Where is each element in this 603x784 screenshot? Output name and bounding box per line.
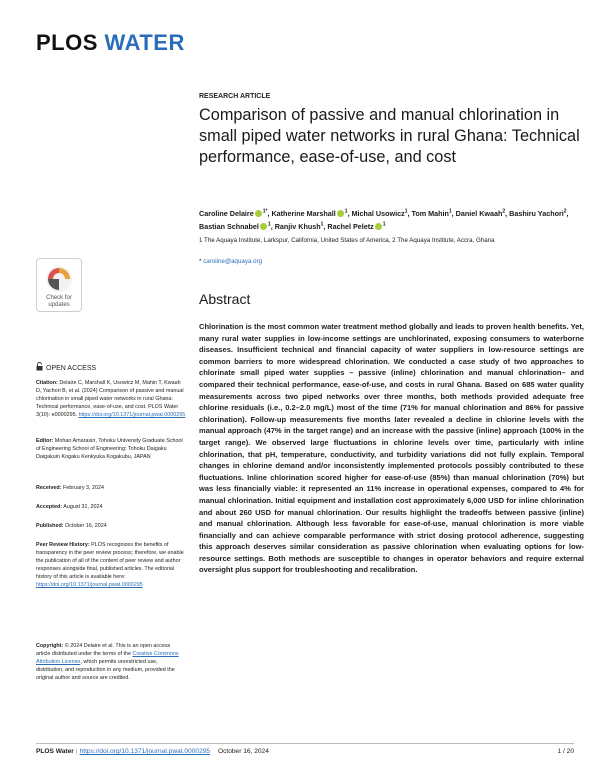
author-list [199, 207, 584, 233]
author-name: Caroline Delaire [199, 209, 254, 219]
author-affiliation-marker: 1 [448, 209, 452, 215]
footer-doi-link[interactable]: https://doi.org/10.1371/journal.pwat.0000295 [79, 748, 211, 755]
article-type: RESEARCH ARTICLE [199, 93, 271, 100]
footer-divider [36, 743, 574, 744]
accepted-text: August 31, 2024 [63, 504, 103, 510]
author: Ranjiv Khush$^1$, [274, 221, 328, 232]
peer-review-text: PLOS recognizes the benefits of transparency in the peer review process; therefore, we enable the publication of all of the content of peer review and author responses alongside final, published articles. The editorial history of this article is available here: [36, 542, 184, 581]
brand-plos: PLOS [36, 30, 98, 55]
author: Michal Usowicz$^1$, [351, 209, 412, 219]
author-name: Tom Mahin [411, 209, 449, 219]
journal-brand [36, 30, 185, 56]
accepted-block [36, 503, 186, 511]
published-label: Published: [36, 523, 64, 529]
editor-text: Mohan Amarasiri, Tohoku University Graduate School of Engineering School of Engineering: Tohoku Daigaku Daigakuin Kogaku Kenkyuka Kogakubu, JAPAN [36, 438, 183, 461]
author-affiliation-marker: 1 [404, 209, 408, 215]
article-title: Comparison of passive and manual chlorination in small piped water networks in rural Ghana: Technical performance, ease-of-use, and cost [199, 106, 580, 166]
editor-block [36, 437, 186, 461]
footer-separator: | [75, 748, 78, 755]
footer-journal: PLOS Water [36, 748, 74, 755]
copyright-block [36, 642, 186, 682]
citation-text: Delaire C, Marshall K, Usowicz M, Mahin T, Kwaah D, Yachori B, et al. (2024) Comparison of passive and manual chlorination in small piped water networks in rural Ghana: Technical performance, ease-of-use, and cost. PLOS Water 3(10): e0000295. [36, 380, 184, 419]
copyright-text-1: © 2024 Delaire et al. This is an open access article distributed under the terms of the [36, 643, 171, 658]
peer-review-label: Peer Review History: [36, 542, 90, 548]
author-name: Ranjiv Khush [274, 222, 321, 232]
editor-label: Editor: [36, 438, 54, 444]
peer-review-block [36, 541, 186, 590]
badge-line1: Check for [46, 295, 72, 301]
open-access [36, 362, 96, 373]
author-affiliation-marker: 2 [502, 209, 506, 215]
received-block [36, 484, 186, 492]
author [327, 222, 385, 231]
abstract-heading: Abstract [199, 291, 251, 307]
copyright-text-2: , which permits unrestricted use, distribution, and reproduction in any medium, provided the original author and source are credited. [36, 659, 175, 682]
received-text: February 3, 2024 [62, 485, 105, 491]
author-name: Rachel Peletz [327, 222, 374, 232]
orcid-icon[interactable] [375, 223, 382, 230]
badge-line2: updates [48, 302, 70, 308]
author-affiliation-marker: 2 [563, 209, 567, 215]
author: Bastian Schnabel $^1$, [199, 221, 275, 232]
author: Tom Mahin$^1$, [411, 209, 456, 219]
author-name: Katherine Marshall [271, 209, 336, 219]
accepted-label: Accepted: [36, 504, 63, 510]
author-affiliation-marker: 1 [267, 221, 271, 228]
open-access-label: OPEN ACCESS [46, 365, 97, 372]
corresponding-email [199, 258, 262, 265]
open-lock-icon [36, 362, 43, 373]
email-marker: * [199, 258, 202, 265]
author-name: Bastian Schnabel [199, 222, 259, 232]
orcid-icon[interactable] [255, 210, 262, 217]
citation-doi-link[interactable]: https://doi.org/10.1371/journal.pwat.0000295 [78, 412, 186, 419]
page-number: 1 / 20 [557, 748, 574, 755]
author: Bashiru Yachori$^2$, [509, 209, 569, 219]
author-affiliation-marker: 1 [344, 209, 348, 215]
copyright-label: Copyright: [36, 643, 64, 649]
orcid-icon[interactable] [337, 210, 344, 217]
author-name: Michal Usowicz [351, 209, 405, 219]
abstract-body: Chlorination is the most common water treatment method globally and leads to proven health benefits. Yet, many rural water supplies in low-income settings are unchlorinated, exposing consumers to waterborne diseases. Insufficient technical and financial capacity of water suppliers in low-resource settings are common barriers to more widespread chlorination. We conducted a case study of two approaches to chlorinate small piped water supplies – passive (inline) chlorination and manual chlorination– and compared their technical performance, ease-of-use, and costs in rural Ghana. Based on 685 water quality measurements across two piped networks over three months, both methods provided adequate free chlorine residuals (i.e., 0.2–2.0 mg/L) most of the time (71% for manual chlorination and 86% for passive chlorination). Follow-up measurements five months later revealed a decline in chlorine levels with the manual approach (47% in the target range) and an increase with the passive (inline) approach (100% in the target range). We observed large fluctuations in chlorine levels over time, particularly with inline chlorination, that pH, temperature, conductivity, and turbidity variations did not fully explain. Temporal changes in chlorine demand and/or inconsistently implemented protocols possibly contributed to these fluctuations. Inline chlorination scored higher for ease-of-use (85%) than manual chlorination (70%) but was less financially viable: it represented an 11% increase in operational expenses, compared to 4% for manual chlorination. Initial equipment and installation cost approximately 6,000 USD for inline chlorination and about 260 USD for manual chlorination. Our results highlight the tradeoffs between passive (inline) and manual chlorination. Although less favorable for ease-of-use, manual chlorination is more viable financially and can achieve comparable performance with strict dosing protocol adherence, suggesting this approach deserves similar consideration as passive chlorination when evaluating options for low-resource settings. Both methods are susceptible to changes in operator behaviors and require external oversight plus support for troubleshooting and recalibration. [199, 322, 584, 575]
orcid-icon[interactable] [260, 223, 267, 230]
citation-block [36, 379, 186, 419]
check-updates-icon [44, 264, 74, 294]
author-affiliation-marker: 1* [262, 209, 268, 215]
author-affiliation-marker: 1 [382, 221, 386, 228]
license-link[interactable]: Creative Commons Attribution License [36, 651, 179, 666]
check-for-updates-badge[interactable] [36, 258, 82, 312]
peer-review-doi-link[interactable]: https://doi.org/10.1371/journal.pwat.0000295 [36, 582, 143, 589]
received-label: Received: [36, 485, 62, 491]
author: Katherine Marshall $^1$, [271, 209, 352, 219]
footer [36, 748, 269, 755]
brand-journal: WATER [104, 30, 185, 55]
author: Caroline Delaire $^{1*}$, [199, 209, 272, 219]
published-text: October 16, 2024 [65, 523, 107, 529]
author-affiliation-marker: 1 [320, 221, 324, 228]
email-link[interactable]: caroline@aquaya.org [203, 258, 263, 265]
published-block [36, 522, 186, 530]
author-name: Bashiru Yachori [509, 209, 564, 219]
author-name: Daniel Kwaah [455, 209, 503, 219]
author: Daniel Kwaah$^2$, [455, 209, 510, 219]
citation-label: Citation: [36, 380, 58, 386]
affiliations: 1 The Aquaya Institute, Larkspur, California, United States of America, 2 The Aquaya Institute, Accra, Ghana [199, 237, 495, 244]
footer-date: October 16, 2024 [217, 748, 269, 755]
